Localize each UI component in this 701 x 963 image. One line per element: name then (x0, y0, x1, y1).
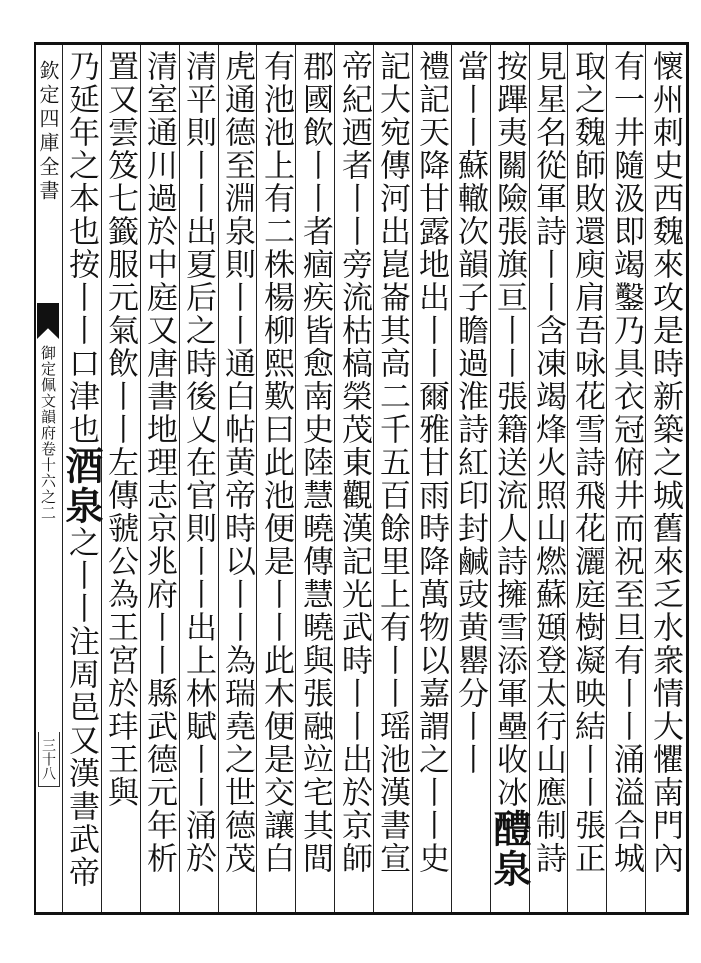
column-text: 清室通川過於中庭又唐書地理志京兆府丨丨縣武德元年析 (141, 50, 177, 875)
column-text: 有一井隨汲即竭鑿乃具衣冠俯井而祝至旦有丨丨涌溢合城 (608, 50, 644, 875)
column-text: 禮記天降甘露地出丨丨爾雅甘雨時降萬物以嘉謂之丨丨史 (413, 50, 449, 875)
text-column (487, 50, 532, 889)
column-text: 帝紀迺者丨丨旁流枯槁榮茂東觀漢記光武時丨丨出於京師 (336, 50, 372, 875)
frame-right-border (686, 42, 689, 915)
text-column (607, 50, 645, 875)
column-text: 虎通德至淵泉則丨丨通白帖黄帝時以丨丨為瑞堯之世德茂 (219, 50, 255, 875)
text-column (179, 50, 217, 875)
entry-heading: 酒泉 (59, 446, 104, 526)
text-column (101, 50, 139, 809)
column-text: 置又雲笈七籤服元氣飲丨丨左傳虢公為王宮於玤王與 (102, 50, 138, 809)
text-column (451, 50, 489, 776)
column-text: 當丨丨蘇轍次韻子瞻過淮詩紅印封鹹豉黄罌分丨丨 (452, 50, 488, 776)
text-column (140, 50, 178, 875)
column-text: 有池池上有二株楊柳熙歎曰此池便是丨丨此木便是交讓白 (258, 50, 294, 875)
column-text: 之丨丨注周邑又漢書武帝 (63, 526, 99, 889)
column-text: 懷州刺史西魏來攻是時新築之城舊來乏水衆情大懼南門內 (647, 50, 683, 875)
entry-heading: 醴泉 (487, 809, 532, 889)
text-column (412, 50, 450, 875)
column-text: 按蹕夷關險張旗亘丨丨張籍送流人詩擁雪添軍壘收冰 (491, 50, 527, 809)
frame-top-border (34, 42, 688, 45)
text-column (218, 50, 256, 875)
frame-bottom-border (34, 912, 688, 915)
edition-line: 御定佩文韻府卷十六之二 (39, 345, 57, 521)
text-column (335, 50, 373, 875)
text-column (529, 50, 567, 875)
page-number: 三十八 (40, 738, 56, 780)
column-text: 郡國飲丨丨者痼疾皆愈南史陸慧曉傳慧曉與張融竝宅其間 (297, 50, 333, 875)
column-text: 見星名從軍詩丨丨含凍竭烽火照山燃蘇頲登太行山應制詩 (530, 50, 566, 875)
text-column (59, 50, 104, 889)
column-text: 清平則丨丨出夏后之時後乂在官則丨丨出上林賦丨丨涌於 (180, 50, 216, 875)
text-column (568, 50, 606, 875)
text-column (373, 50, 411, 875)
column-text: 取之魏師敗還庾肩吾咏花雪詩飛花灑庭樹凝映結丨丨張正 (569, 50, 605, 875)
text-column (257, 50, 295, 875)
column-text: 乃延年之本也按丨丨口津也 (63, 50, 99, 446)
book-title: 欽定四庫全書 (36, 60, 60, 204)
text-column (646, 50, 684, 875)
column-text: 記大宛傳河出崑崙其高二千五百餘里上有丨丨瑶池漢書宣 (374, 50, 410, 875)
text-column (296, 50, 334, 875)
